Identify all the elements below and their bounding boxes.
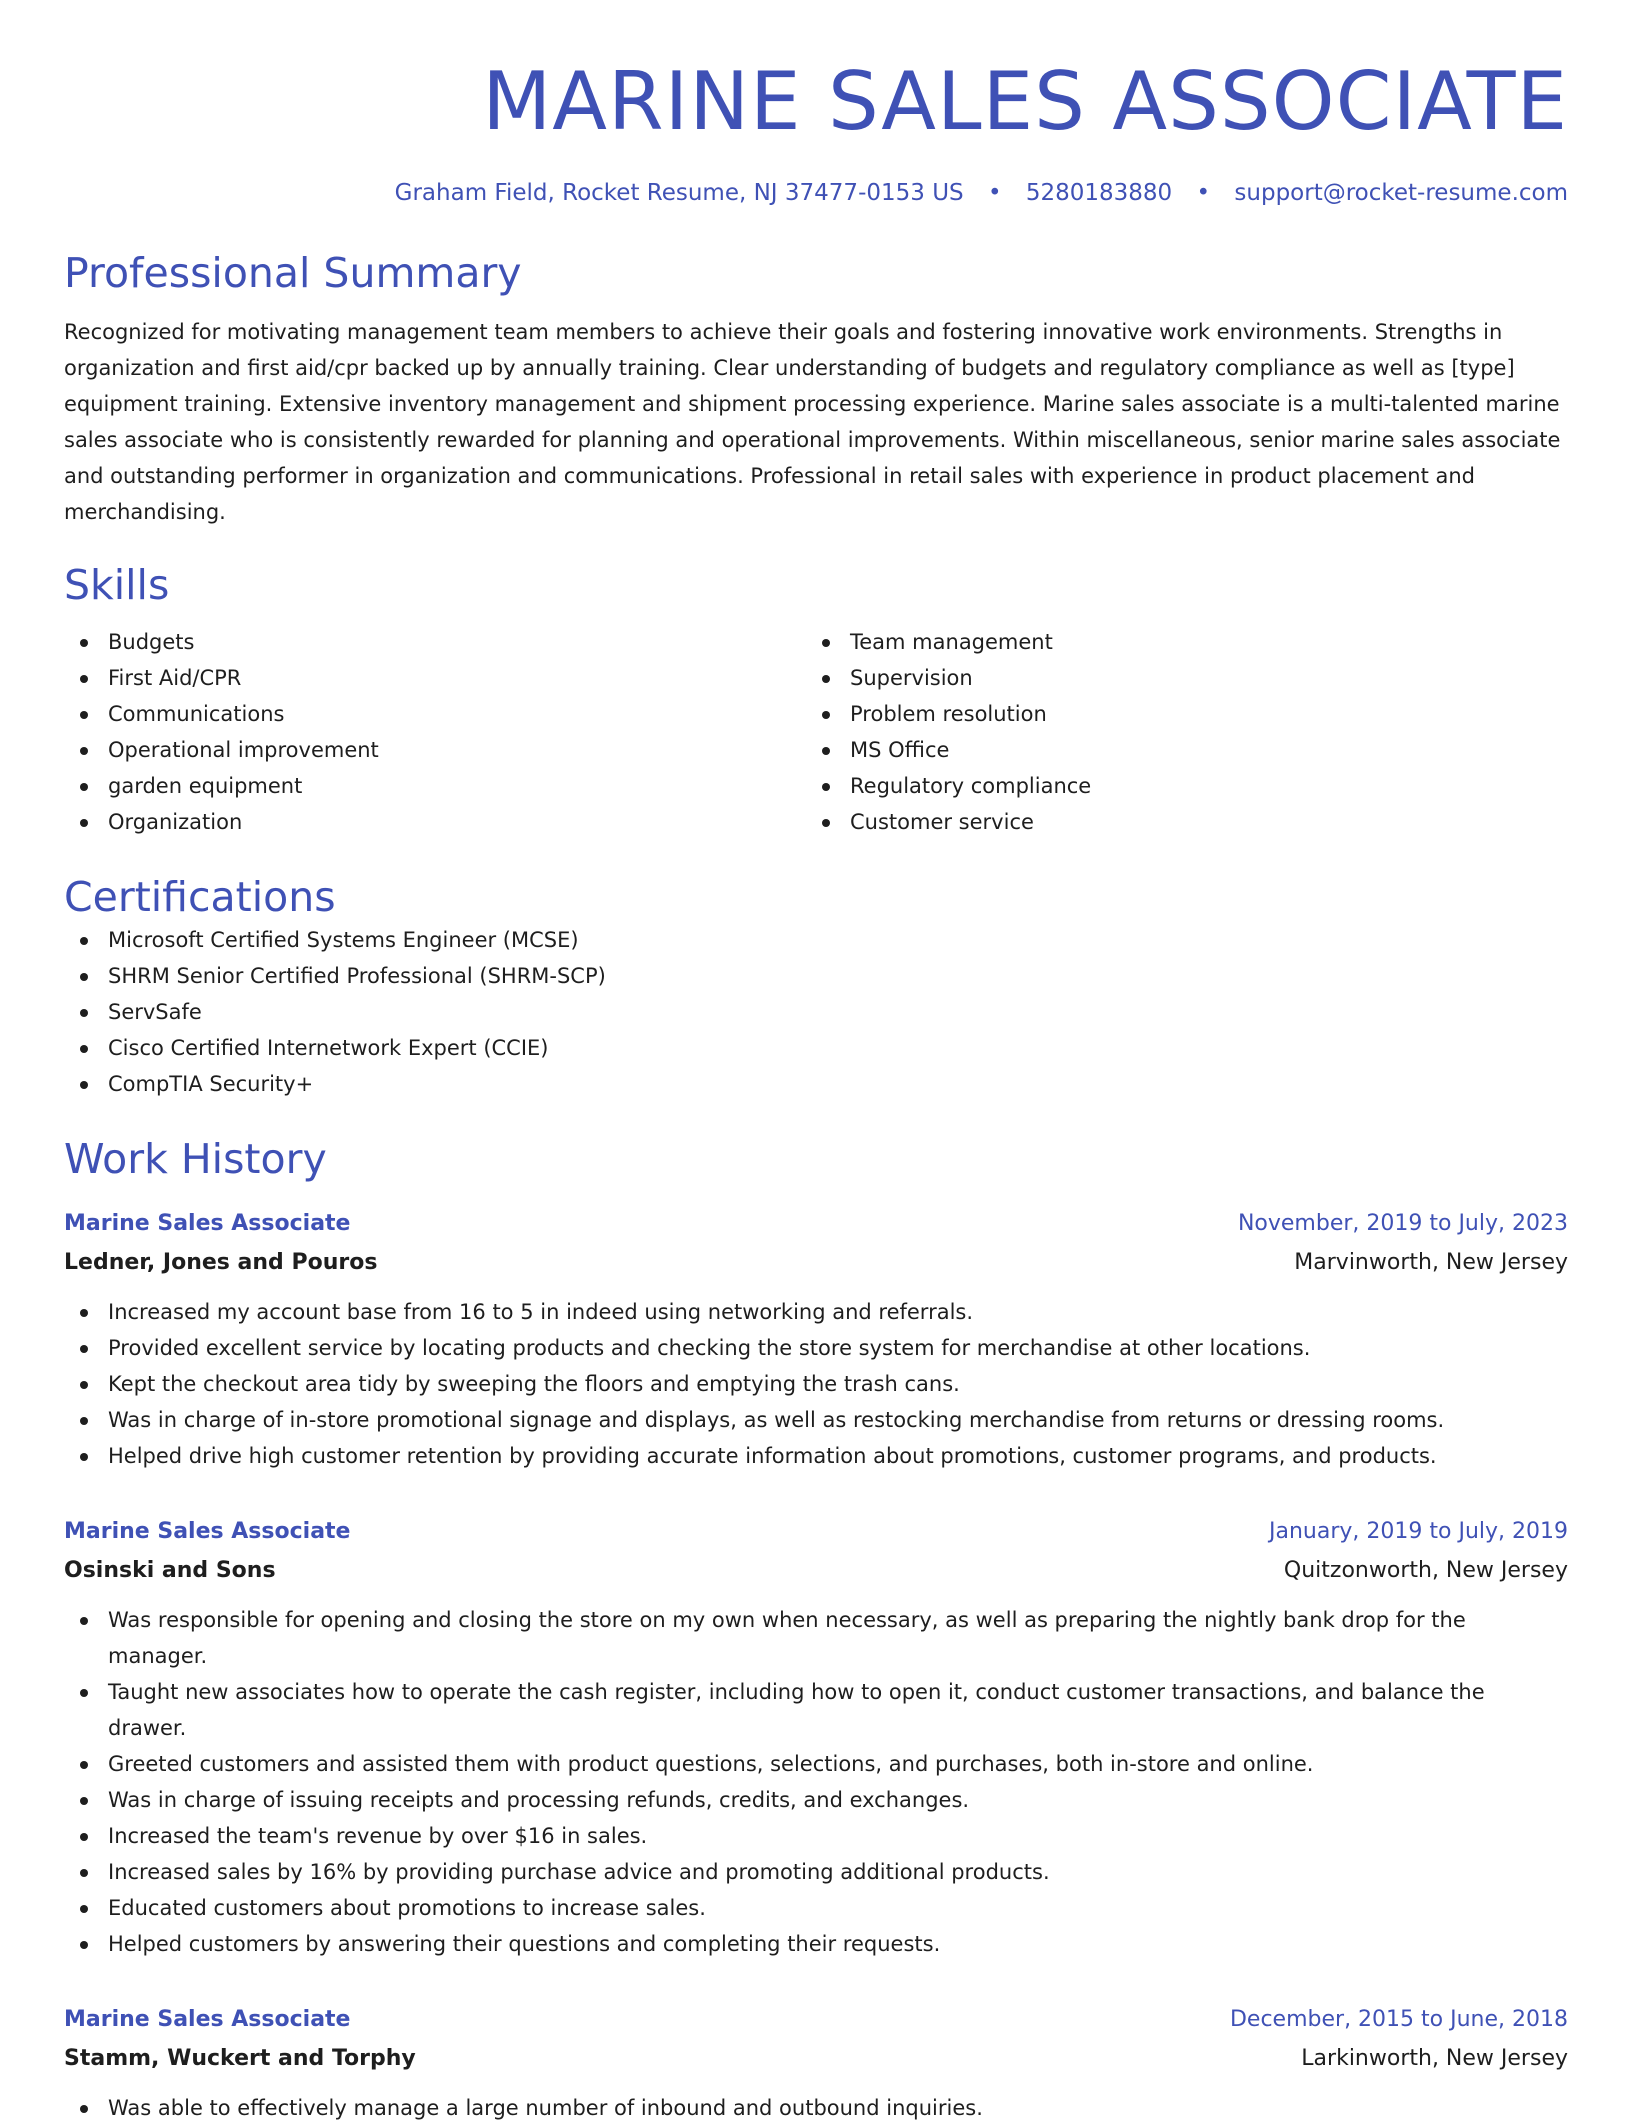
- job-bullet: Was responsible for opening and closing the store on my own when necessary, as well as preparing the nightly bank drop for the manager.: [64, 1602, 1568, 1674]
- certification-item: Microsoft Certified Systems Engineer (MCSE): [64, 922, 1568, 958]
- certifications-heading: Certifications: [64, 873, 336, 921]
- skills-heading: Skills: [64, 561, 170, 609]
- job-bullet: Increased sales by 16% by providing purchase advice and promoting additional products.: [64, 1854, 1568, 1890]
- resume-header: [64, 0, 1568, 208]
- job-bullet: Provided excellent service by locating products and checking the store system for merchandise at other locations.: [64, 1330, 1568, 1366]
- job-location: Quitzonworth, New Jersey: [1283, 1558, 1568, 1583]
- contact-email: support@rocket-resume.com: [1234, 180, 1568, 206]
- job-bullets: [64, 2090, 1568, 2126]
- job-company-row: [64, 2040, 1568, 2078]
- skills-grid: [64, 624, 1568, 840]
- job-bullet: Was in charge of in-store promotional signage and displays, as well as restocking merchandise from returns or dressing rooms.: [64, 1402, 1568, 1438]
- summary-text: Recognized for motivating management team members to achieve their goals and fostering innovative work environments. Strengths in organization and first aid/cpr backed up by annually training. Clear understanding of budgets and regulatory compliance as well as [type] equipment training. Extensive inventory management and shipment processing experience. Marine sales associate is a multi-talented marine sales associate who is consistently rewarded for planning and operational improvements. Within miscellaneous, senior marine sales associate and outstanding performer in organization and communications. Professional in retail sales with experience in product placement and merchandising.: [64, 320, 1561, 524]
- summary-heading: Professional Summary: [64, 249, 522, 297]
- job-bullet: Increased my account base from 16 to 5 in indeed using networking and referrals.: [64, 1294, 1568, 1330]
- skill-item: MS Office: [806, 732, 1548, 768]
- job-company-row: [64, 1552, 1568, 1590]
- job-title: Marine Sales Associate: [64, 1211, 351, 1236]
- skill-item: Communications: [64, 696, 806, 732]
- job-company: Ledner, Jones and Pouros: [64, 1250, 378, 1275]
- contact-separator: •: [987, 180, 1002, 206]
- work-history-heading: Work History: [64, 1135, 327, 1183]
- contact-separator: •: [1196, 180, 1211, 206]
- certifications-list: [64, 922, 1568, 1102]
- skill-item: Regulatory compliance: [806, 768, 1548, 804]
- certification-item: Cisco Certified Internetwork Expert (CCIE): [64, 1030, 1568, 1066]
- skills-list-right: [806, 624, 1548, 840]
- job-title-row: [64, 1512, 1568, 1552]
- skill-item: garden equipment: [64, 768, 806, 804]
- job-bullet: Educated customers about promotions to increase sales.: [64, 1890, 1568, 1926]
- job-location: Larkinworth, New Jersey: [1301, 2046, 1568, 2071]
- skill-item: First Aid/CPR: [64, 660, 806, 696]
- skills-list-left: [64, 624, 806, 840]
- certification-item: SHRM Senior Certified Professional (SHRM-SCP): [64, 958, 1568, 994]
- job-entry: [64, 2000, 1568, 2126]
- job-title-row: [64, 2000, 1568, 2040]
- job-bullet: Helped customers by answering their questions and completing their requests.: [64, 1926, 1568, 1962]
- job-bullet: Kept the checkout area tidy by sweeping the floors and emptying the trash cans.: [64, 1366, 1568, 1402]
- skill-item: Organization: [64, 804, 806, 840]
- job-bullets: [64, 1602, 1568, 1962]
- job-bullets: [64, 1294, 1568, 1474]
- job-bullet: Was able to effectively manage a large number of inbound and outbound inquiries.: [64, 2090, 1568, 2126]
- skill-item: Customer service: [806, 804, 1548, 840]
- job-bullet: Taught new associates how to operate the cash register, including how to open it, conduct customer transactions, and balance the drawer.: [64, 1674, 1568, 1746]
- job-location: Marvinworth, New Jersey: [1294, 1250, 1568, 1275]
- job-company: Stamm, Wuckert and Torphy: [64, 2046, 416, 2071]
- contact-address: Graham Field, Rocket Resume, NJ 37477-0153 US: [394, 180, 964, 206]
- skill-item: Team management: [806, 624, 1548, 660]
- resume-name: MARINE SALES ASSOCIATE: [482, 55, 1568, 148]
- job-company: Osinski and Sons: [64, 1558, 276, 1583]
- skill-item: Operational improvement: [64, 732, 806, 768]
- skill-item: Supervision: [806, 660, 1548, 696]
- job-title: Marine Sales Associate: [64, 2007, 351, 2032]
- job-entry: [64, 1512, 1568, 1962]
- job-dates: December, 2015 to June, 2018: [1229, 2007, 1568, 2032]
- job-title: Marine Sales Associate: [64, 1519, 351, 1544]
- resume-page: [64, 0, 1568, 2126]
- job-bullet: Helped drive high customer retention by providing accurate information about promotions, customer programs, and products.: [64, 1438, 1568, 1474]
- skill-item: Budgets: [64, 624, 806, 660]
- job-title-row: [64, 1204, 1568, 1244]
- certification-item: ServSafe: [64, 994, 1568, 1030]
- job-company-row: [64, 1244, 1568, 1282]
- certification-item: CompTIA Security+: [64, 1066, 1568, 1102]
- job-bullet: Greeted customers and assisted them with product questions, selections, and purchases, both in-store and online.: [64, 1746, 1568, 1782]
- contact-line: [64, 178, 1568, 208]
- job-entry: [64, 1204, 1568, 1474]
- job-dates: November, 2019 to July, 2023: [1237, 1211, 1568, 1236]
- contact-phone: 5280183880: [1025, 180, 1173, 206]
- job-bullet: Was in charge of issuing receipts and processing refunds, credits, and exchanges.: [64, 1782, 1568, 1818]
- skill-item: Problem resolution: [806, 696, 1548, 732]
- job-bullet: Increased the team's revenue by over $16 in sales.: [64, 1818, 1568, 1854]
- job-dates: January, 2019 to July, 2019: [1269, 1519, 1568, 1544]
